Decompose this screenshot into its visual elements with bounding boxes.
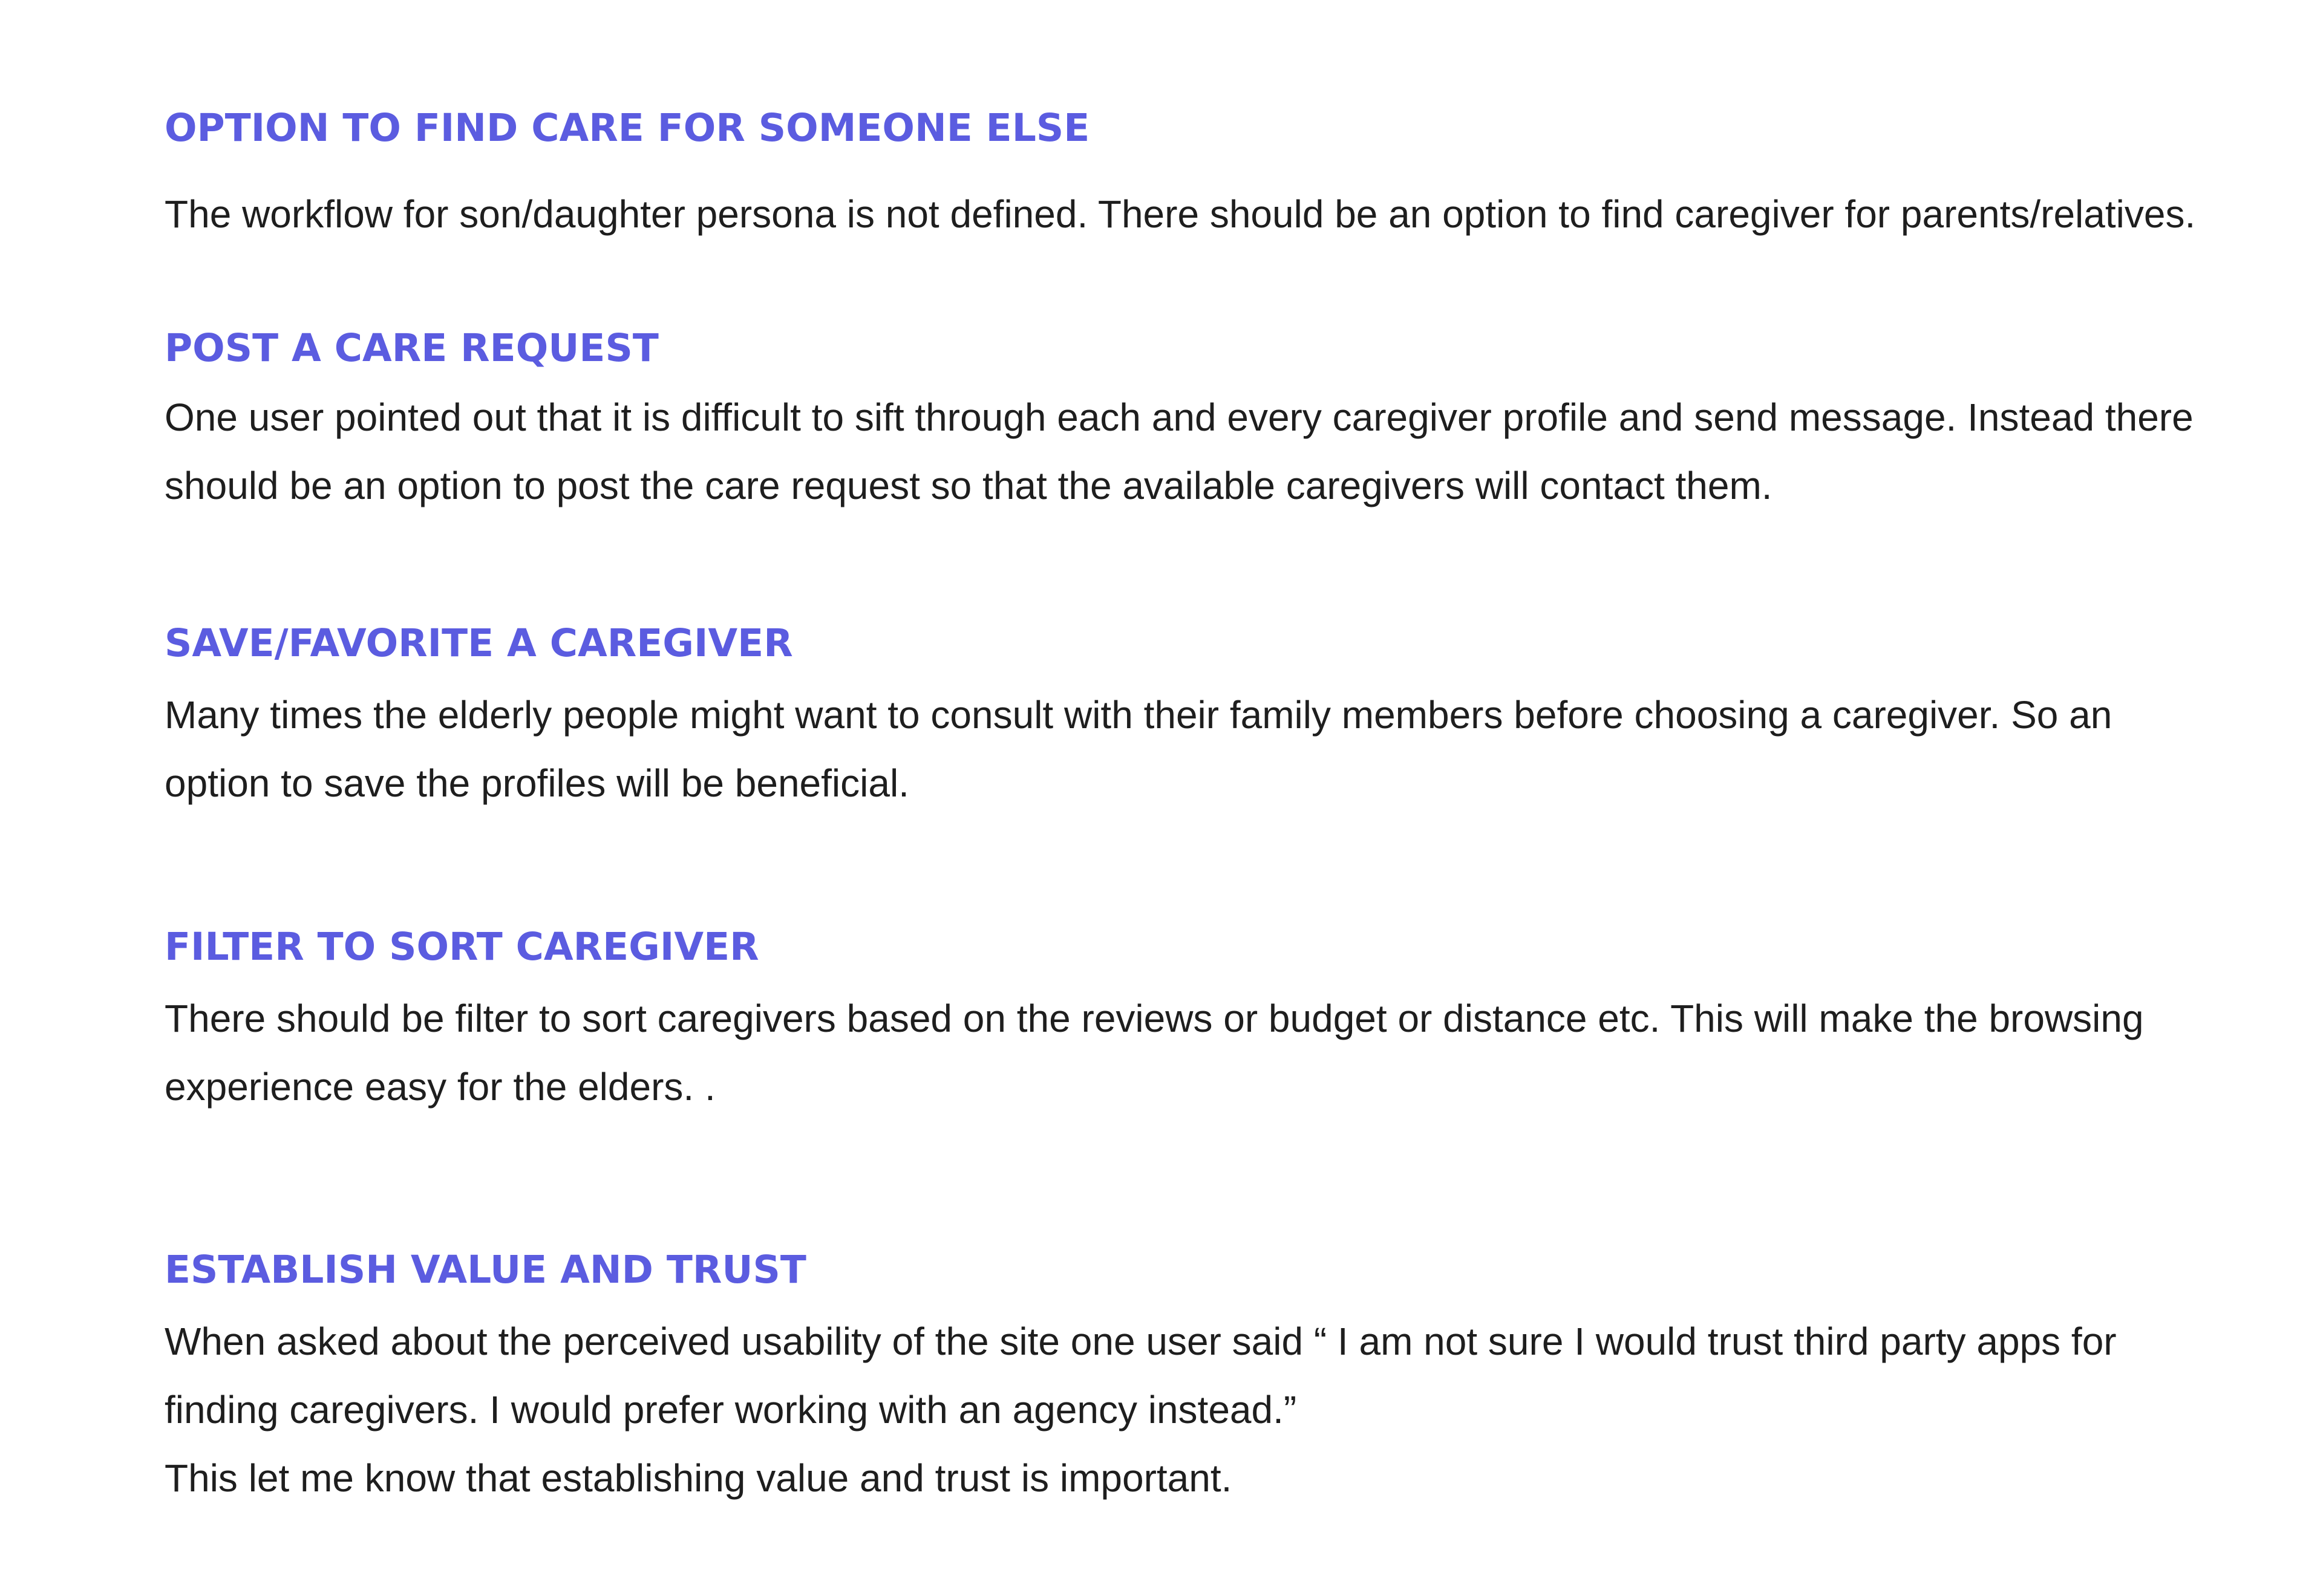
section-heading: OPTION TO FIND CARE FOR SOMEONE ELSE: [165, 106, 1090, 150]
section-heading: POST A CARE REQUEST: [165, 326, 659, 370]
section-body: [165, 383, 2282, 520]
body-line: This let me know that establishing value and trust is important.: [165, 1456, 1232, 1500]
section-post-care-request: [165, 324, 2282, 520]
section-body: [165, 681, 2282, 818]
section-filter-sort-caregiver: [165, 923, 2282, 1121]
body-line: There should be filter to sort caregivers based on the reviews or budget or distance etc. This will make the browsing: [165, 997, 2144, 1040]
section-heading: SAVE/FAVORITE A CAREGIVER: [165, 621, 793, 665]
body-line: option to save the profiles will be beneficial.: [165, 761, 909, 805]
section-body: [165, 180, 2282, 249]
body-line: should be an option to post the care request so that the available caregivers will contact them.: [165, 464, 1772, 507]
body-line: When asked about the perceived usability of the site one user said “ I am not sure I would trust third party apps for: [165, 1320, 2117, 1363]
body-line: experience easy for the elders. .: [165, 1065, 716, 1109]
section-save-favorite-caregiver: [165, 619, 2282, 818]
section-find-care-for-someone-else: [165, 104, 2282, 249]
section-body: [165, 985, 2282, 1121]
section-heading: FILTER TO SORT CAREGIVER: [165, 925, 759, 969]
section-body: [165, 1308, 2282, 1513]
section-establish-value-trust: [165, 1246, 2282, 1513]
body-line: finding caregivers. I would prefer working with an agency instead.”: [165, 1388, 1297, 1432]
body-line: The workflow for son/daughter persona is not defined. There should be an option to find caregiver for parents/relatives.: [165, 192, 2196, 236]
section-heading: ESTABLISH VALUE AND TRUST: [165, 1248, 806, 1292]
body-line: Many times the elderly people might want to consult with their family members before choosing a caregiver. So an: [165, 693, 2112, 737]
body-line: One user pointed out that it is difficult to sift through each and every caregiver profile and send message. Instead there: [165, 396, 2194, 439]
